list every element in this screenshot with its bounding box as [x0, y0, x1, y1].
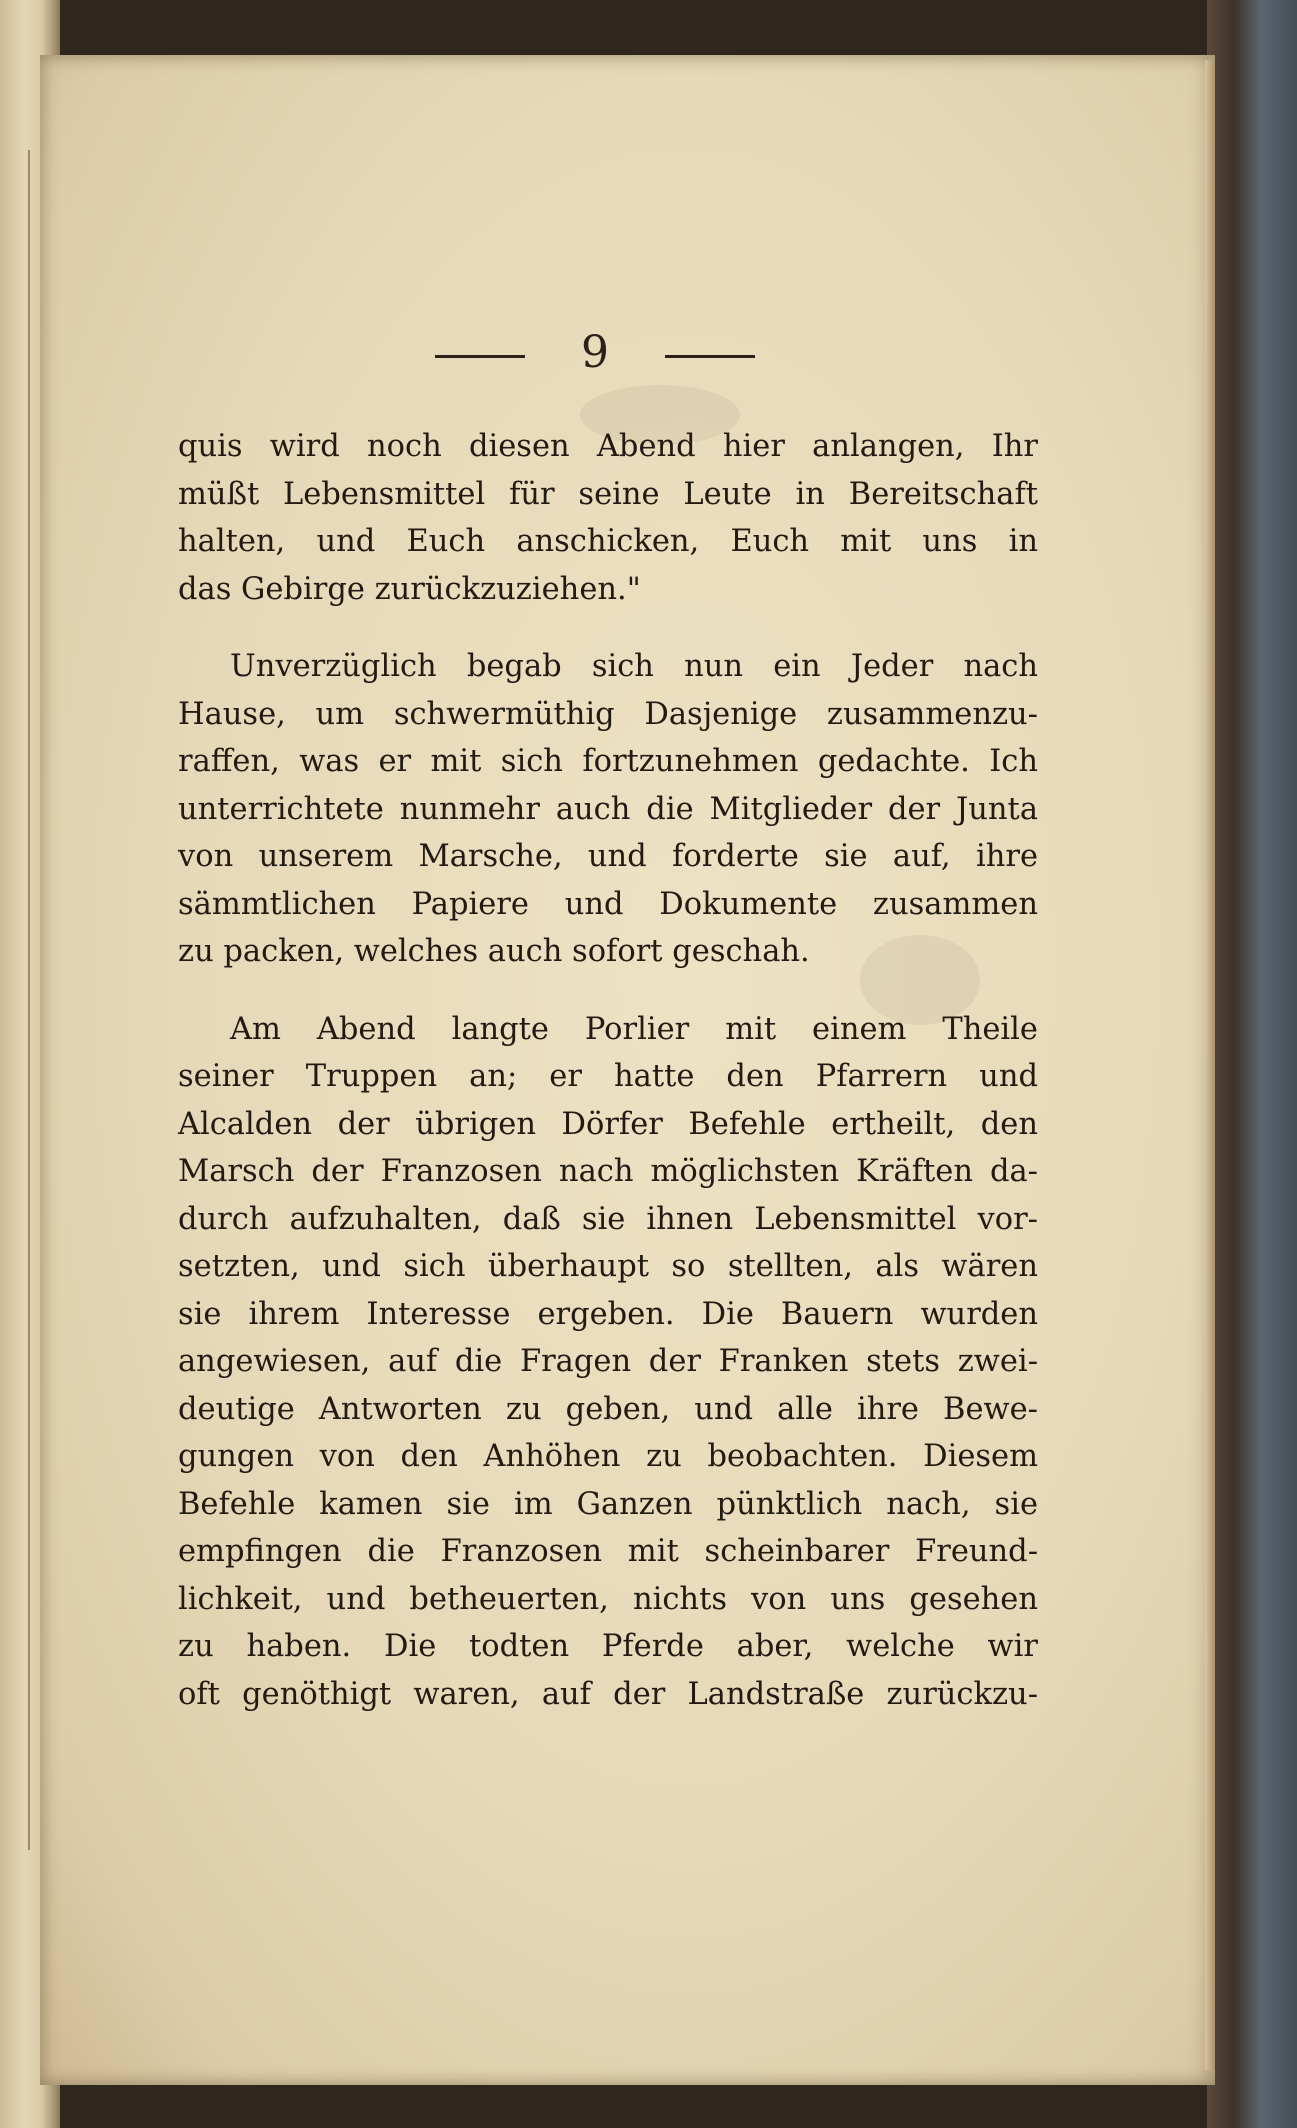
text-line: zu haben. Die todten Pferde aber, welche wir	[178, 1629, 1038, 1664]
text-line: halten, und Euch anschicken, Euch mit uns in	[178, 524, 1038, 559]
text-line: lichkeit, und betheuerten, nichts von uns gesehen	[178, 1581, 1038, 1617]
paragraph-gap	[178, 976, 1038, 1006]
paragraph-1	[178, 423, 1038, 613]
paragraph-3	[178, 1006, 1038, 1719]
text-line: zu packen, welches auch sofort geschah.	[178, 934, 810, 969]
text-line: sie ihrem Interesse ergeben. Die Bauern wurden	[178, 1296, 1038, 1332]
page-number: 9	[581, 327, 609, 378]
text-line: sämmtlichen Papiere und Dokumente zusammen	[178, 886, 1038, 922]
page-header	[40, 325, 1215, 385]
body-text	[178, 423, 1038, 1718]
text-line: gungen von den Anhöhen zu beobachten. Diesem	[178, 1439, 1038, 1474]
text-line: Marsch der Franzosen nach möglichsten Kräften da-	[178, 1154, 1038, 1189]
text-line: unterrichtete nunmehr auch die Mitglieder der Junta	[178, 791, 1038, 827]
header-dash-left	[435, 355, 525, 358]
book-cover-edge	[1207, 0, 1297, 2128]
text-line: oft genöthigt waren, auf der Landstraße zurückzu-	[178, 1676, 1038, 1712]
text-line: empfingen die Franzosen mit scheinbarer Freund-	[178, 1534, 1038, 1569]
header-dash-right	[665, 355, 755, 358]
text-line: Am Abend langte Porlier mit einem Theile	[230, 1011, 1038, 1047]
text-line: durch aufzuhalten, daß sie ihnen Lebensmittel vor-	[178, 1201, 1038, 1237]
page	[40, 55, 1215, 2085]
paragraph-gap	[178, 613, 1038, 643]
text-line: Hause, um schwermüthig Dasjenige zusammenzu-	[178, 696, 1038, 732]
paragraph-2	[178, 643, 1038, 976]
text-line: müßt Lebensmittel für seine Leute in Bereitschaft	[178, 476, 1038, 512]
text-line: deutige Antworten zu geben, und alle ihre Bewe-	[178, 1391, 1038, 1427]
text-line: Unverzüglich begab sich nun ein Jeder nach	[230, 649, 1038, 684]
binding-line	[28, 150, 30, 1850]
text-line: angewiesen, auf die Fragen der Franken stets zwei-	[178, 1344, 1038, 1379]
text-line: Alcalden der übrigen Dörfer Befehle ertheilt, den	[178, 1106, 1038, 1142]
text-line: setzten, und sich überhaupt so stellten, als wären	[178, 1249, 1038, 1284]
text-line: das Gebirge zurückzuziehen."	[178, 571, 641, 607]
text-line: quis wird noch diesen Abend hier anlangen, Ihr	[178, 429, 1038, 464]
page-right-edge	[1205, 60, 1215, 2070]
text-line: von unserem Marsche, und forderte sie auf, ihre	[178, 839, 1038, 874]
text-line: raffen, was er mit sich fortzunehmen gedachte. Ich	[178, 744, 1038, 779]
text-line: Befehle kamen sie im Ganzen pünktlich nach, sie	[178, 1486, 1038, 1522]
text-line: seiner Truppen an; er hatte den Pfarrern und	[178, 1059, 1038, 1094]
